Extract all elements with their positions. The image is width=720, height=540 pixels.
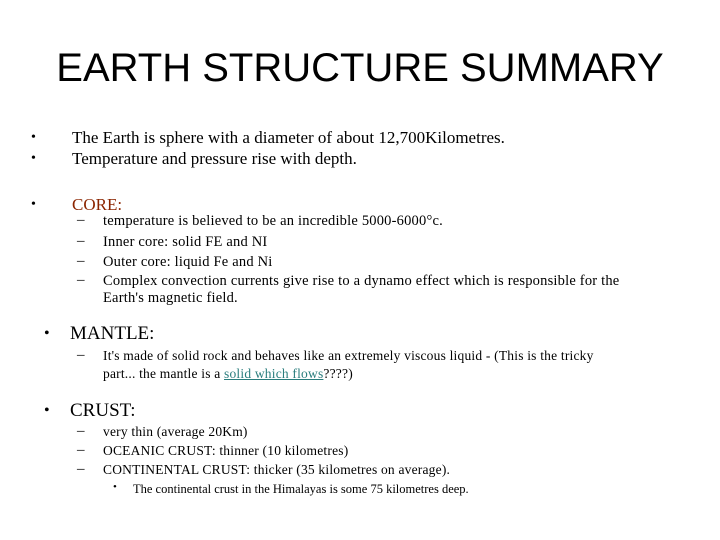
core-item-inner: Inner core: solid FE and NI: [103, 234, 268, 250]
core-heading: CORE:: [72, 195, 123, 214]
bullet-icon: •: [31, 197, 36, 212]
mantle-heading: MANTLE:: [70, 323, 155, 344]
bullet-icon: •: [113, 481, 117, 493]
bullet-icon: •: [31, 130, 36, 145]
mantle-line2-prefix: part... the mantle is a: [103, 366, 225, 381]
dash-icon: –: [77, 272, 85, 288]
core-item-convection-cont: Earth's magnetic field.: [103, 290, 238, 306]
bullet-icon: •: [31, 151, 36, 166]
dash-icon: –: [77, 212, 85, 228]
crust-subitem-himalayas: The continental crust in the Himalayas is some 75 kilometres deep.: [133, 482, 469, 496]
mantle-line2-suffix: ????): [323, 366, 353, 381]
crust-item-oceanic: OCEANIC CRUST: thinner (10 kilometres): [103, 443, 349, 458]
crust-item-continental: CONTINENTAL CRUST: thicker (35 kilometres on average).: [103, 462, 451, 477]
dash-icon: –: [77, 347, 85, 363]
solid-which-flows-link[interactable]: solid which flows: [224, 366, 324, 381]
bullet-icon: •: [44, 325, 50, 342]
core-item-temperature: temperature is believed to be an incredible 5000-6000°c.: [103, 213, 443, 229]
slide-title: EARTH STRUCTURE SUMMARY: [56, 46, 664, 90]
dash-icon: –: [77, 253, 85, 269]
intro-line-temperature: Temperature and pressure rise with depth.: [72, 149, 357, 168]
mantle-item-line1: It's made of solid rock and behaves like an extremely viscous liquid - (This is the tricky: [103, 348, 594, 363]
dash-icon: –: [77, 233, 85, 249]
mantle-item-line2: [103, 365, 353, 383]
core-item-outer: Outer core: liquid Fe and Ni: [103, 254, 273, 270]
crust-item-thin: very thin (average 20Km): [103, 424, 248, 439]
intro-line-diameter: The Earth is sphere with a diameter of about 12,700Kilometres.: [72, 128, 505, 147]
core-item-convection: Complex convection currents give rise to a dynamo effect which is responsible for the: [103, 273, 620, 289]
bullet-icon: •: [44, 402, 50, 419]
dash-icon: –: [77, 423, 85, 439]
dash-icon: –: [77, 442, 85, 458]
dash-icon: –: [77, 461, 85, 477]
crust-heading: CRUST:: [70, 400, 136, 421]
